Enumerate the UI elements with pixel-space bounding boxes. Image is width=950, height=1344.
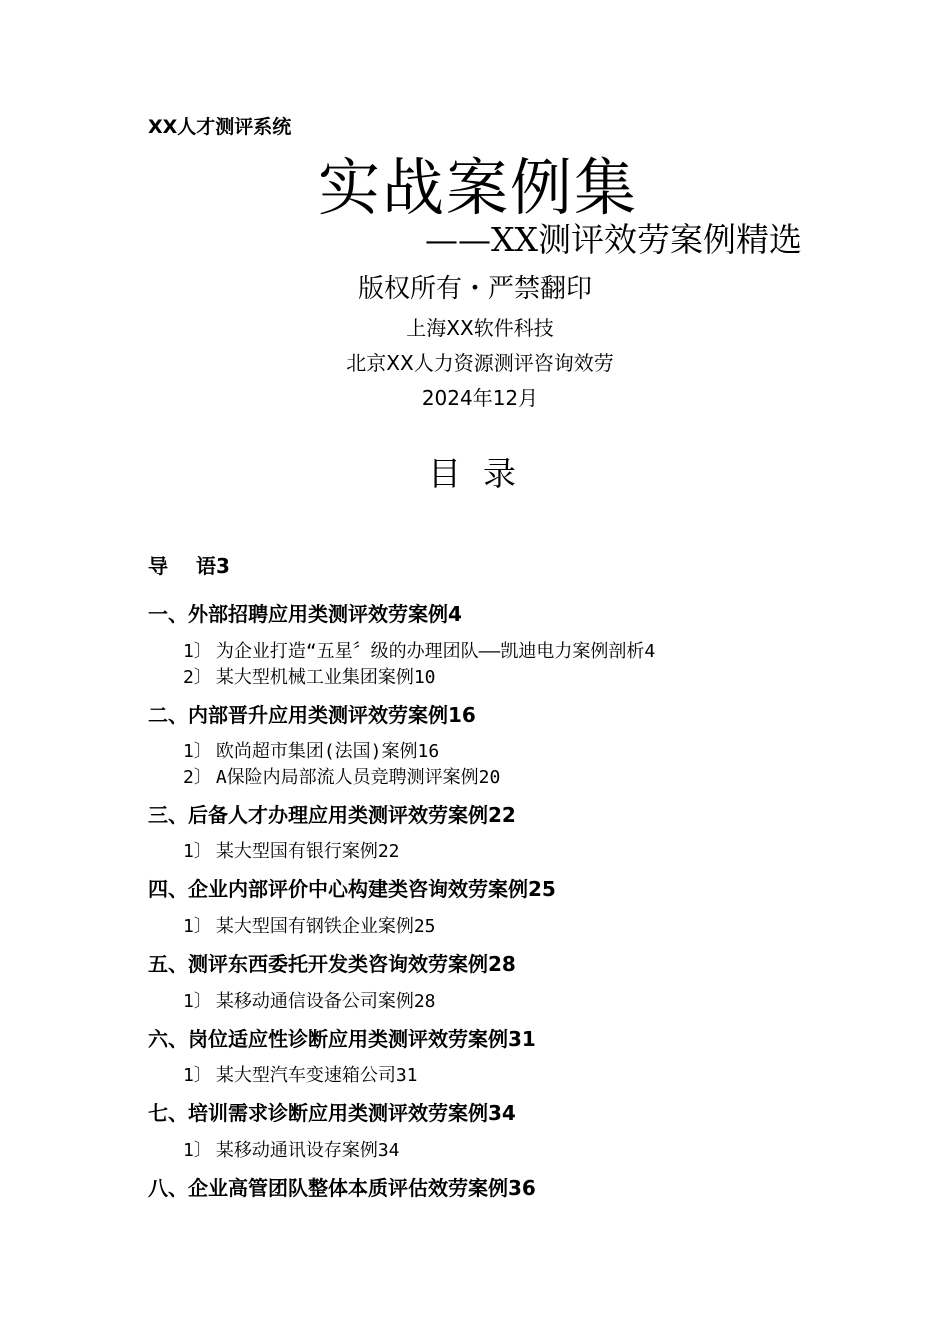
subtitle: ——XX测评效劳案例精选 [425, 220, 802, 259]
toc-intro-entry[interactable] [148, 550, 230, 579]
toc-item-5-1[interactable] [183, 987, 436, 1013]
toc-item-number: 2〕 [183, 667, 212, 688]
toc-item-text: 某移动通讯设存案例34 [215, 1140, 400, 1161]
system-title: XX人才测评系统 [148, 116, 292, 138]
toc-item-text: 某大型国有银行案例22 [215, 841, 400, 862]
toc-intro-label-1: 导 [148, 554, 168, 578]
organization-1: 上海XX软件科技 [406, 316, 554, 340]
toc-item-number: 1〕 [183, 991, 212, 1012]
copyright-notice: 版权所有・严禁翻印 [357, 274, 592, 304]
toc-item-2-2[interactable] [183, 763, 500, 789]
toc-section-6[interactable]: 六、岗位适应性诊断应用类测评效劳案例31 [148, 1027, 536, 1051]
toc-section-1[interactable]: 一、外部招聘应用类测评效劳案例4 [148, 602, 462, 626]
toc-section-7[interactable]: 七、培训需求诊断应用类测评效劳案例34 [148, 1101, 516, 1125]
toc-item-number: 1〕 [183, 1065, 212, 1086]
toc-item-2-1[interactable] [183, 737, 439, 763]
organization-2: 北京XX人力资源测评咨询效劳 [346, 351, 614, 375]
toc-item-4-1[interactable] [183, 912, 436, 938]
toc-item-number: 1〕 [183, 1140, 212, 1161]
toc-item-text: 为企业打造“五星〞级的办理团队——凯迪电力案例剖析4 [215, 641, 656, 662]
toc-item-text: 某大型国有钢铁企业案例25 [215, 916, 436, 937]
toc-item-text: 某大型机械工业集团案例10 [215, 667, 436, 688]
toc-item-6-1[interactable] [183, 1061, 418, 1087]
toc-section-4[interactable]: 四、企业内部评价中心构建类咨询效劳案例25 [148, 877, 556, 901]
toc-item-number: 1〕 [183, 841, 212, 862]
main-title: 实战案例集 [318, 151, 639, 224]
toc-item-1-2[interactable] [183, 663, 436, 689]
toc-item-1-1[interactable] [183, 637, 655, 663]
toc-item-text: 某移动通信设备公司案例28 [215, 991, 436, 1012]
publication-date: 2024年12月 [421, 386, 539, 410]
toc-item-text: A保险内局部流人员竞聘测评案例20 [215, 767, 501, 788]
toc-section-2[interactable]: 二、内部晋升应用类测评效劳案例16 [148, 703, 476, 727]
toc-item-number: 1〕 [183, 641, 212, 662]
toc-intro-label-2: 语3 [196, 554, 230, 578]
toc-item-text: 某大型汽车变速箱公司31 [215, 1065, 418, 1086]
toc-section-5[interactable]: 五、测评东西委托开发类咨询效劳案例28 [148, 952, 516, 976]
toc-heading: 目录 [428, 454, 538, 493]
toc-item-number: 1〕 [183, 741, 212, 762]
toc-section-3[interactable]: 三、后备人才办理应用类测评效劳案例22 [148, 803, 516, 827]
toc-section-8[interactable]: 八、企业高管团队整体本质评估效劳案例36 [148, 1176, 536, 1200]
toc-item-number: 2〕 [183, 767, 212, 788]
toc-item-text: 欧尚超市集团(法国)案例16 [215, 741, 440, 762]
toc-item-3-1[interactable] [183, 837, 400, 863]
toc-item-7-1[interactable] [183, 1136, 400, 1162]
toc-item-number: 1〕 [183, 916, 212, 937]
